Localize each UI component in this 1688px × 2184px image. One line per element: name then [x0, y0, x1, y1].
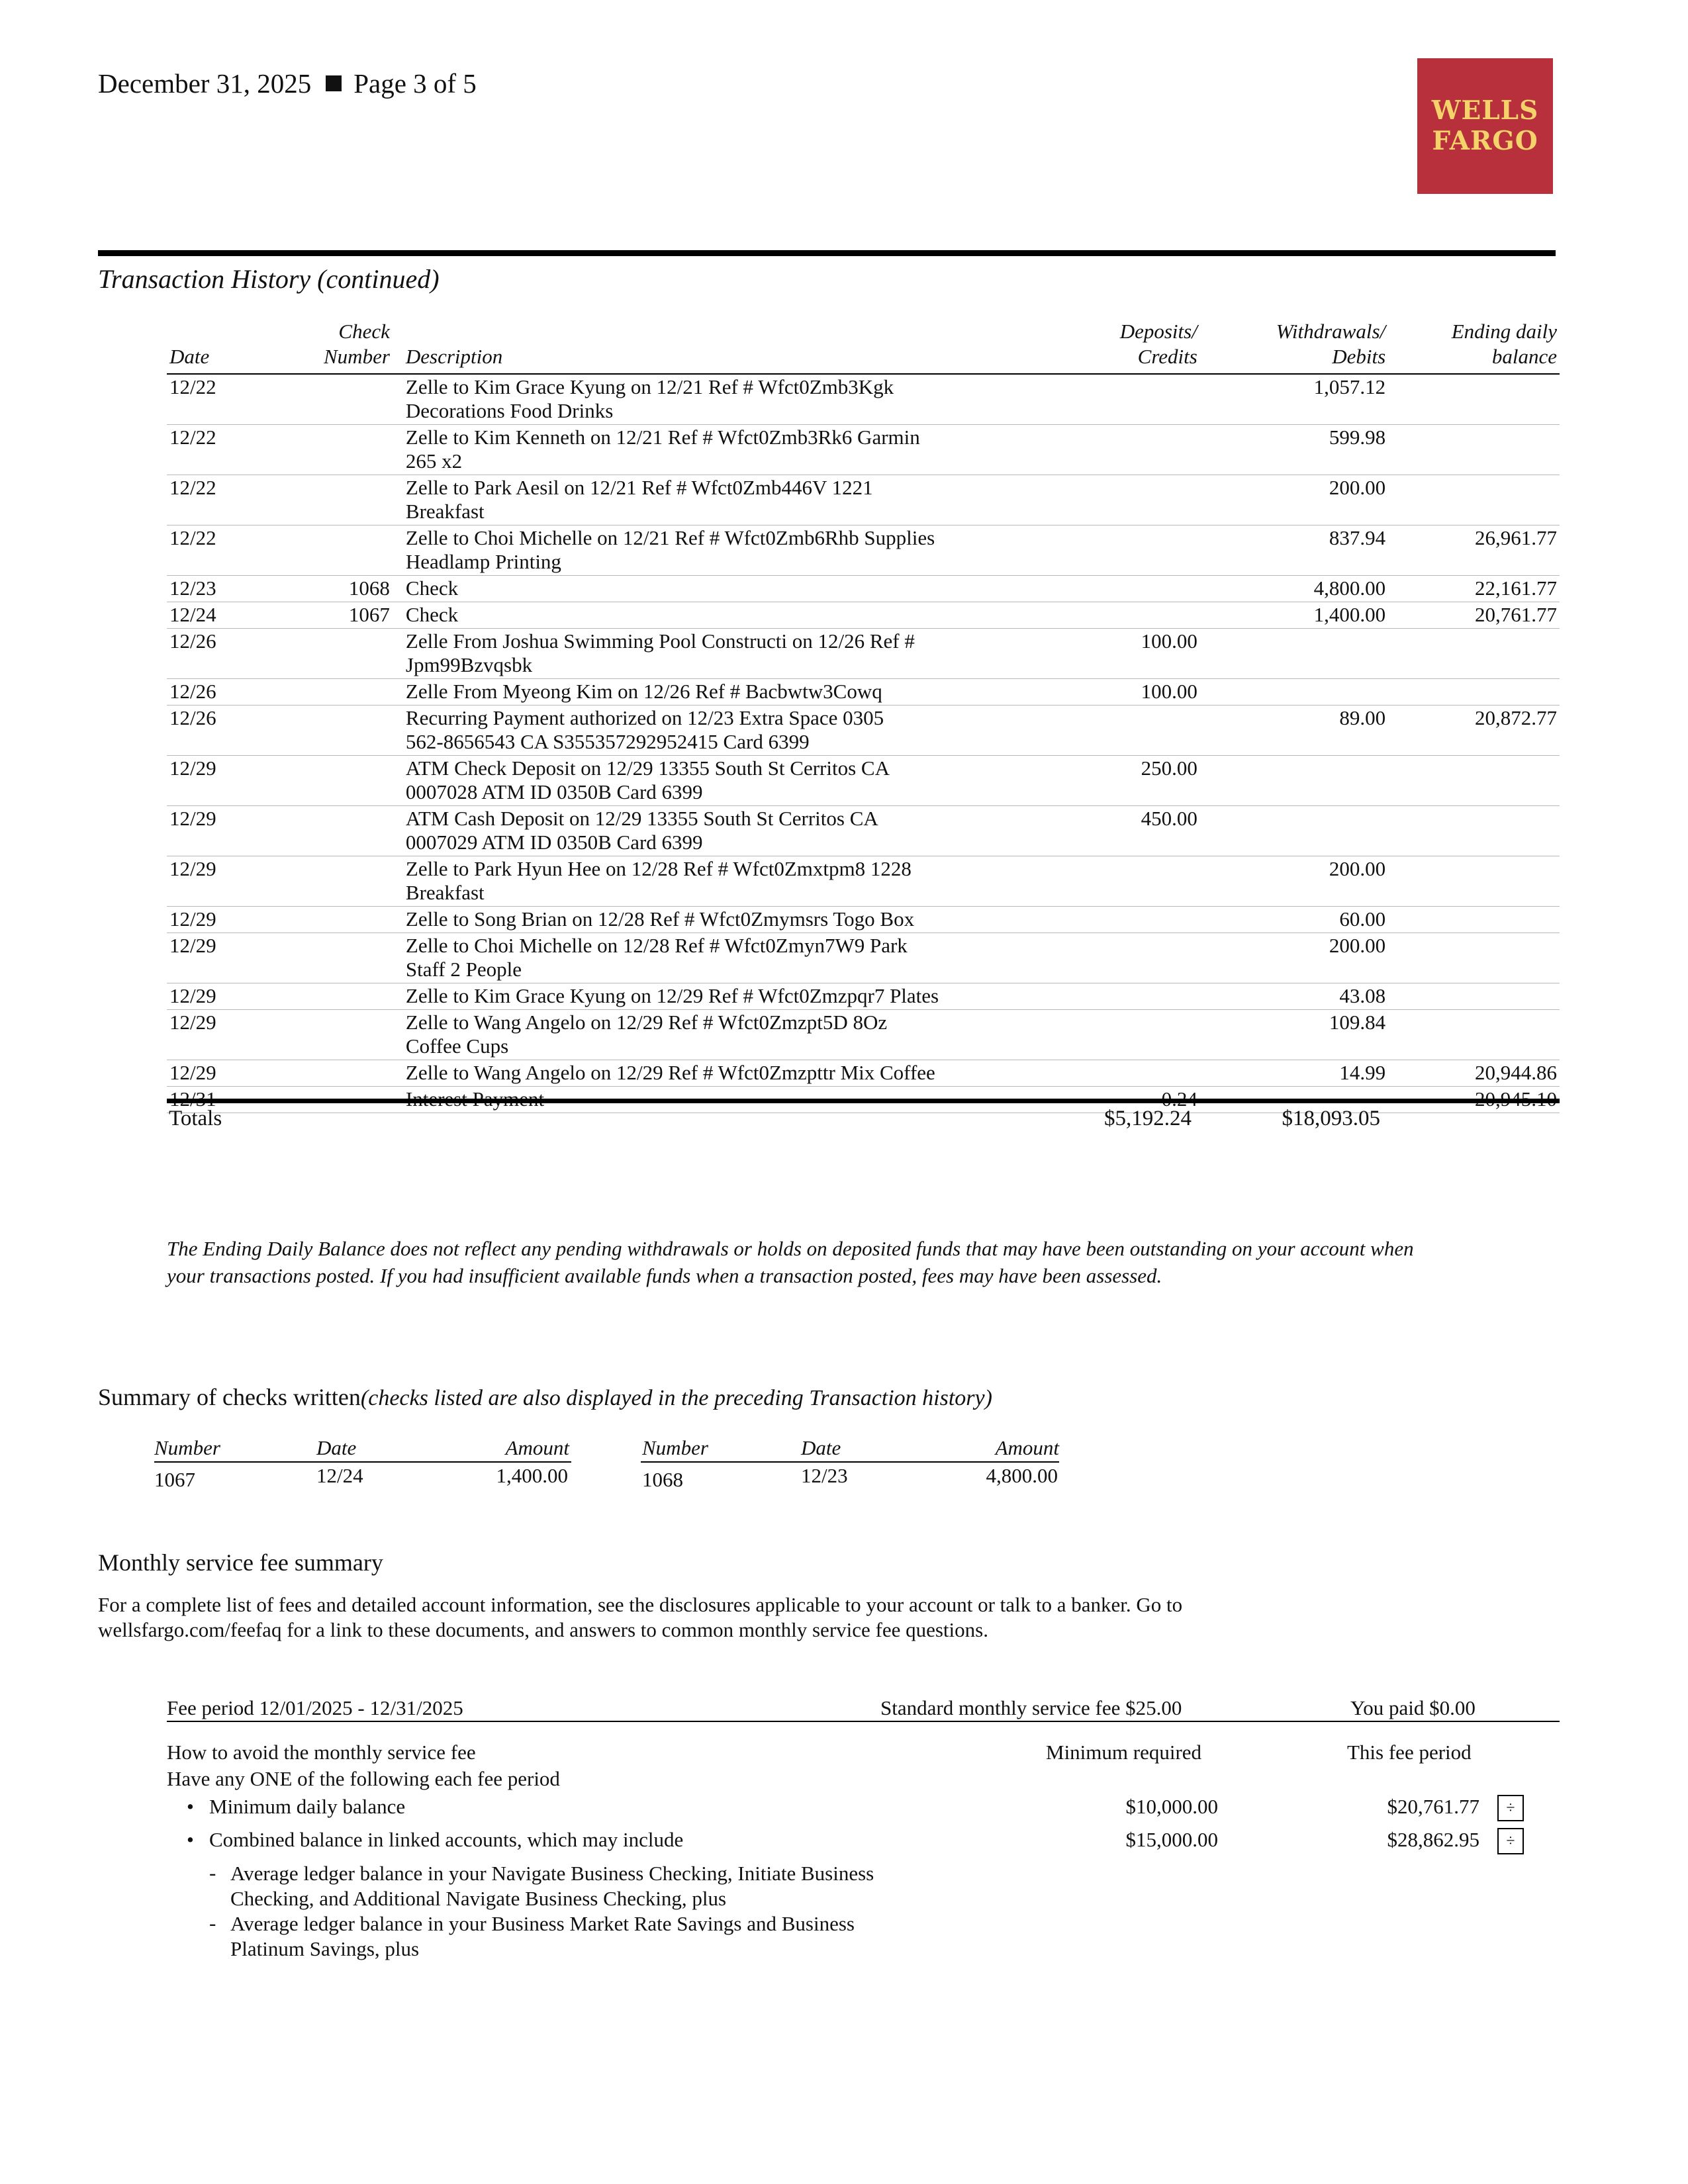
transaction-row: [167, 525, 1560, 576]
transaction-balance: [1388, 425, 1560, 475]
minimum-required-heading: Minimum required: [1046, 1741, 1202, 1764]
transaction-check-number: [269, 756, 392, 806]
totals-withdrawals: $18,093.05: [1282, 1107, 1380, 1130]
transaction-balance: 20,944.86: [1388, 1060, 1560, 1087]
transaction-description: Zelle to Park Aesil on 12/21 Ref # Wfct0Zmb446V 1221 Breakfast: [393, 475, 997, 525]
transaction-deposit: [997, 475, 1200, 525]
transaction-withdrawal: 1,400.00: [1200, 602, 1388, 629]
transaction-description: Recurring Payment authorized on 12/23 Extra Space 0305 562-8656543 CA S355357292952415 Card 6399: [393, 705, 997, 756]
transaction-date: 12/29: [167, 1010, 269, 1060]
transaction-description: Zelle to Choi Michelle on 12/28 Ref # Wfct0Zmyn7W9 Park Staff 2 People: [393, 933, 997, 983]
transaction-deposit: [997, 1060, 1200, 1087]
col-deposits: Deposits/ Credits: [997, 319, 1200, 374]
transaction-date: 12/22: [167, 374, 269, 425]
page-number: Page 3 of 5: [353, 68, 477, 99]
transaction-rows: [167, 374, 1560, 1113]
transaction-check-number: [269, 1060, 392, 1087]
check-date: 12/24: [316, 1464, 363, 1487]
wells-fargo-logo: [1417, 58, 1553, 194]
transaction-table: [167, 319, 1560, 1113]
transaction-withdrawal: [1200, 806, 1388, 856]
transaction-withdrawal: 599.98: [1200, 425, 1388, 475]
transaction-date: 12/29: [167, 1060, 269, 1087]
transaction-description: Zelle to Wang Angelo on 12/29 Ref # Wfct0Zmzpttr Mix Coffee: [393, 1060, 997, 1087]
transaction-deposit: [997, 983, 1200, 1010]
linked-account-item: Average ledger balance in your Navigate Business Checking, Initiate Business Checking, and Additional Navigate Business Checking, plus: [230, 1862, 874, 1910]
transaction-check-number: 1068: [269, 576, 392, 602]
check-amount: 1,400.00: [496, 1464, 568, 1487]
transaction-row: [167, 475, 1560, 525]
transaction-balance: [1388, 933, 1560, 983]
transaction-balance: 20,872.77: [1388, 705, 1560, 756]
linked-account-item: Average ledger balance in your Business Market Rate Savings and Business Platinum Savings, plus: [230, 1912, 855, 1960]
transaction-deposit: [997, 856, 1200, 907]
transaction-withdrawal: 200.00: [1200, 856, 1388, 907]
requirement-minimum: $10,000.00: [1125, 1795, 1218, 1818]
totals-label: Totals: [169, 1107, 222, 1130]
square-bullet-icon: [326, 75, 342, 91]
transaction-row: [167, 602, 1560, 629]
checks-header-amount-1: Amount: [505, 1436, 569, 1459]
requirement-actual: $28,862.95: [1387, 1828, 1479, 1851]
transaction-description: Zelle to Kim Grace Kyung on 12/21 Ref # Wfct0Zmb3Kgk Decorations Food Drinks: [393, 374, 997, 425]
transaction-deposit: 100.00: [997, 629, 1200, 679]
transaction-date: 12/26: [167, 629, 269, 679]
transaction-description: Zelle to Kim Kenneth on 12/21 Ref # Wfct0Zmb3Rk6 Garmin 265 x2: [393, 425, 997, 475]
transaction-withdrawal: [1200, 756, 1388, 806]
section-title: Transaction History (continued): [98, 264, 440, 294]
requirement-label: Combined balance in linked accounts, which may include: [209, 1828, 684, 1851]
transaction-row: [167, 374, 1560, 425]
transaction-check-number: [269, 705, 392, 756]
checks-header-amount-2: Amount: [995, 1436, 1059, 1459]
transaction-withdrawal: 4,800.00: [1200, 576, 1388, 602]
transaction-row: [167, 1010, 1560, 1060]
transaction-balance: [1388, 374, 1560, 425]
logo-line-2: FARGO: [1432, 126, 1538, 156]
statement-header: [98, 68, 477, 99]
transaction-description: ATM Check Deposit on 12/29 13355 South St Cerritos CA 0007028 ATM ID 0350B Card 6399: [393, 756, 997, 806]
have-any-one: Have any ONE of the following each fee period: [167, 1767, 560, 1790]
totals-deposits: $5,192.24: [1104, 1107, 1192, 1130]
transaction-header-row: [167, 319, 1560, 374]
transaction-deposit: 100.00: [997, 679, 1200, 705]
transaction-date: 12/26: [167, 679, 269, 705]
transaction-description: Zelle to Choi Michelle on 12/21 Ref # Wfct0Zmb6Rhb Supplies Headlamp Printing: [393, 525, 997, 576]
transaction-date: 12/29: [167, 933, 269, 983]
transaction-check-number: [269, 374, 392, 425]
checks-header-date-1: Date: [316, 1436, 357, 1459]
statement-date: December 31, 2025: [98, 68, 312, 99]
balance-disclaimer: The Ending Daily Balance does not reflect any pending withdrawals or holds on deposited funds that may have been outstanding on your account when your transactions posted. If you had insufficient available funds when a transaction posted, fees may have been assessed.: [167, 1237, 1414, 1287]
transaction-withdrawal: 1,057.12: [1200, 374, 1388, 425]
transaction-description: Zelle to Kim Grace Kyung on 12/29 Ref # Wfct0Zmzpqr7 Plates: [393, 983, 997, 1010]
transaction-deposit: [997, 576, 1200, 602]
transaction-withdrawal: 200.00: [1200, 933, 1388, 983]
transaction-withdrawal: 43.08: [1200, 983, 1388, 1010]
transaction-deposit: [997, 602, 1200, 629]
col-check-number: Check Number: [269, 319, 392, 374]
bullet-icon: •: [187, 1828, 194, 1851]
bullet-icon: •: [187, 1795, 194, 1818]
transaction-row: [167, 933, 1560, 983]
transaction-balance: 26,961.77: [1388, 525, 1560, 576]
transaction-row: [167, 907, 1560, 933]
transaction-deposit: [997, 525, 1200, 576]
transaction-deposit: 250.00: [997, 756, 1200, 806]
transaction-row: [167, 856, 1560, 907]
requirement-actual: $20,761.77: [1387, 1795, 1479, 1818]
checks-header-number-2: Number: [642, 1436, 708, 1459]
transaction-description: Zelle From Joshua Swimming Pool Constructi on 12/26 Ref # Jpm99Bzvqsbk: [393, 629, 997, 679]
check-number: 1068: [642, 1468, 683, 1491]
transaction-description: Check: [393, 602, 997, 629]
requirement-label: Minimum daily balance: [209, 1795, 406, 1818]
fee-summary-description: For a complete list of fees and detailed account information, see the disclosures applicable to your account or talk to a banker. Go to wellsfargo.com/feefaq for a link to these documents, and answers to common monthly service fee questions.: [98, 1593, 1183, 1641]
transaction-deposit: [997, 705, 1200, 756]
transaction-check-number: [269, 983, 392, 1010]
transaction-check-number: [269, 425, 392, 475]
transaction-balance: [1388, 1010, 1560, 1060]
fee-period-rule: [167, 1721, 1560, 1722]
how-to-avoid-heading: How to avoid the monthly service fee: [167, 1741, 476, 1764]
section-divider: [98, 250, 1556, 256]
transaction-row: [167, 705, 1560, 756]
transaction-balance: [1388, 856, 1560, 907]
checks-header-date-2: Date: [801, 1436, 841, 1459]
this-fee-period-heading: This fee period: [1347, 1741, 1472, 1764]
transaction-balance: [1388, 806, 1560, 856]
transaction-check-number: [269, 907, 392, 933]
checks-rule-1: [154, 1461, 571, 1463]
transaction-withdrawal: 60.00: [1200, 907, 1388, 933]
logo-line-1: WELLS: [1431, 95, 1539, 126]
col-description: Description: [393, 319, 997, 374]
transaction-deposit: [997, 374, 1200, 425]
transaction-row: [167, 1060, 1560, 1087]
transaction-balance: [1388, 475, 1560, 525]
transaction-row: [167, 425, 1560, 475]
check-date: 12/23: [801, 1464, 848, 1487]
transaction-withdrawal: 109.84: [1200, 1010, 1388, 1060]
transaction-withdrawal: 14.99: [1200, 1060, 1388, 1087]
totals-divider: [167, 1099, 1560, 1103]
transaction-balance: [1388, 756, 1560, 806]
transaction-description: Zelle From Myeong Kim on 12/26 Ref # Bacbwtw3Cowq: [393, 679, 997, 705]
transaction-deposit: [997, 907, 1200, 933]
transaction-check-number: [269, 475, 392, 525]
transaction-balance: [1388, 629, 1560, 679]
transaction-row: [167, 983, 1560, 1010]
transaction-description: Zelle to Song Brian on 12/28 Ref # Wfct0Zmymsrs Togo Box: [393, 907, 997, 933]
transaction-date: 12/29: [167, 907, 269, 933]
transaction-check-number: [269, 525, 392, 576]
transaction-description: Zelle to Wang Angelo on 12/29 Ref # Wfct0Zmzpt5D 8Oz Coffee Cups: [393, 1010, 997, 1060]
transaction-date: 12/24: [167, 602, 269, 629]
col-ending-balance: Ending daily balance: [1388, 319, 1560, 374]
checks-rule-2: [641, 1461, 1059, 1463]
fee-period: Fee period 12/01/2025 - 12/31/2025: [167, 1696, 463, 1719]
transaction-description: Check: [393, 576, 997, 602]
transaction-description: ATM Cash Deposit on 12/29 13355 South St Cerritos CA 0007029 ATM ID 0350B Card 6399: [393, 806, 997, 856]
transaction-row: [167, 679, 1560, 705]
requirement-met-checkbox: ÷: [1497, 1828, 1524, 1854]
transaction-balance: 22,161.77: [1388, 576, 1560, 602]
transaction-withdrawal: 200.00: [1200, 475, 1388, 525]
transaction-check-number: 1067: [269, 602, 392, 629]
transaction-date: 12/29: [167, 856, 269, 907]
transaction-row: [167, 756, 1560, 806]
dash-icon: -: [209, 1911, 216, 1934]
transaction-deposit: [997, 933, 1200, 983]
transaction-balance: 20,761.77: [1388, 602, 1560, 629]
transaction-balance: [1388, 983, 1560, 1010]
transaction-deposit: 450.00: [997, 806, 1200, 856]
transaction-row: [167, 576, 1560, 602]
transaction-date: 12/22: [167, 475, 269, 525]
transaction-check-number: [269, 1010, 392, 1060]
transaction-check-number: [269, 933, 392, 983]
transaction-withdrawal: 89.00: [1200, 705, 1388, 756]
dash-icon: -: [209, 1861, 216, 1884]
col-withdrawals: Withdrawals/ Debits: [1200, 319, 1388, 374]
transaction-check-number: [269, 806, 392, 856]
transaction-date: 12/22: [167, 525, 269, 576]
checks-summary-title: Summary of checks written(checks listed are also displayed in the preceding Transaction history): [98, 1384, 992, 1410]
checks-header-number-1: Number: [154, 1436, 220, 1459]
transaction-row: [167, 806, 1560, 856]
transaction-withdrawal: [1200, 679, 1388, 705]
check-number: 1067: [154, 1468, 195, 1491]
transaction-date: 12/23: [167, 576, 269, 602]
col-date: Date: [167, 319, 269, 374]
check-amount: 4,800.00: [986, 1464, 1058, 1487]
fee-summary-title: Monthly service fee summary: [98, 1549, 383, 1576]
transaction-withdrawal: [1200, 629, 1388, 679]
you-paid: You paid $0.00: [1350, 1696, 1476, 1719]
transaction-row: [167, 629, 1560, 679]
transaction-description: Zelle to Park Hyun Hee on 12/28 Ref # Wfct0Zmxtpm8 1228 Breakfast: [393, 856, 997, 907]
transaction-date: 12/22: [167, 425, 269, 475]
requirement-minimum: $15,000.00: [1125, 1828, 1218, 1851]
requirement-met-checkbox: ÷: [1497, 1795, 1524, 1821]
transaction-date: 12/29: [167, 983, 269, 1010]
transaction-balance: [1388, 679, 1560, 705]
transaction-date: 12/26: [167, 705, 269, 756]
transaction-date: 12/29: [167, 806, 269, 856]
checks-summary-subtitle: (checks listed are also displayed in the preceding Transaction history): [360, 1386, 992, 1410]
transaction-withdrawal: 837.94: [1200, 525, 1388, 576]
transaction-deposit: [997, 425, 1200, 475]
transaction-check-number: [269, 629, 392, 679]
transaction-check-number: [269, 679, 392, 705]
transaction-balance: [1388, 907, 1560, 933]
transaction-deposit: [997, 1010, 1200, 1060]
transaction-check-number: [269, 856, 392, 907]
standard-fee: Standard monthly service fee $25.00: [880, 1696, 1182, 1719]
transaction-date: 12/29: [167, 756, 269, 806]
